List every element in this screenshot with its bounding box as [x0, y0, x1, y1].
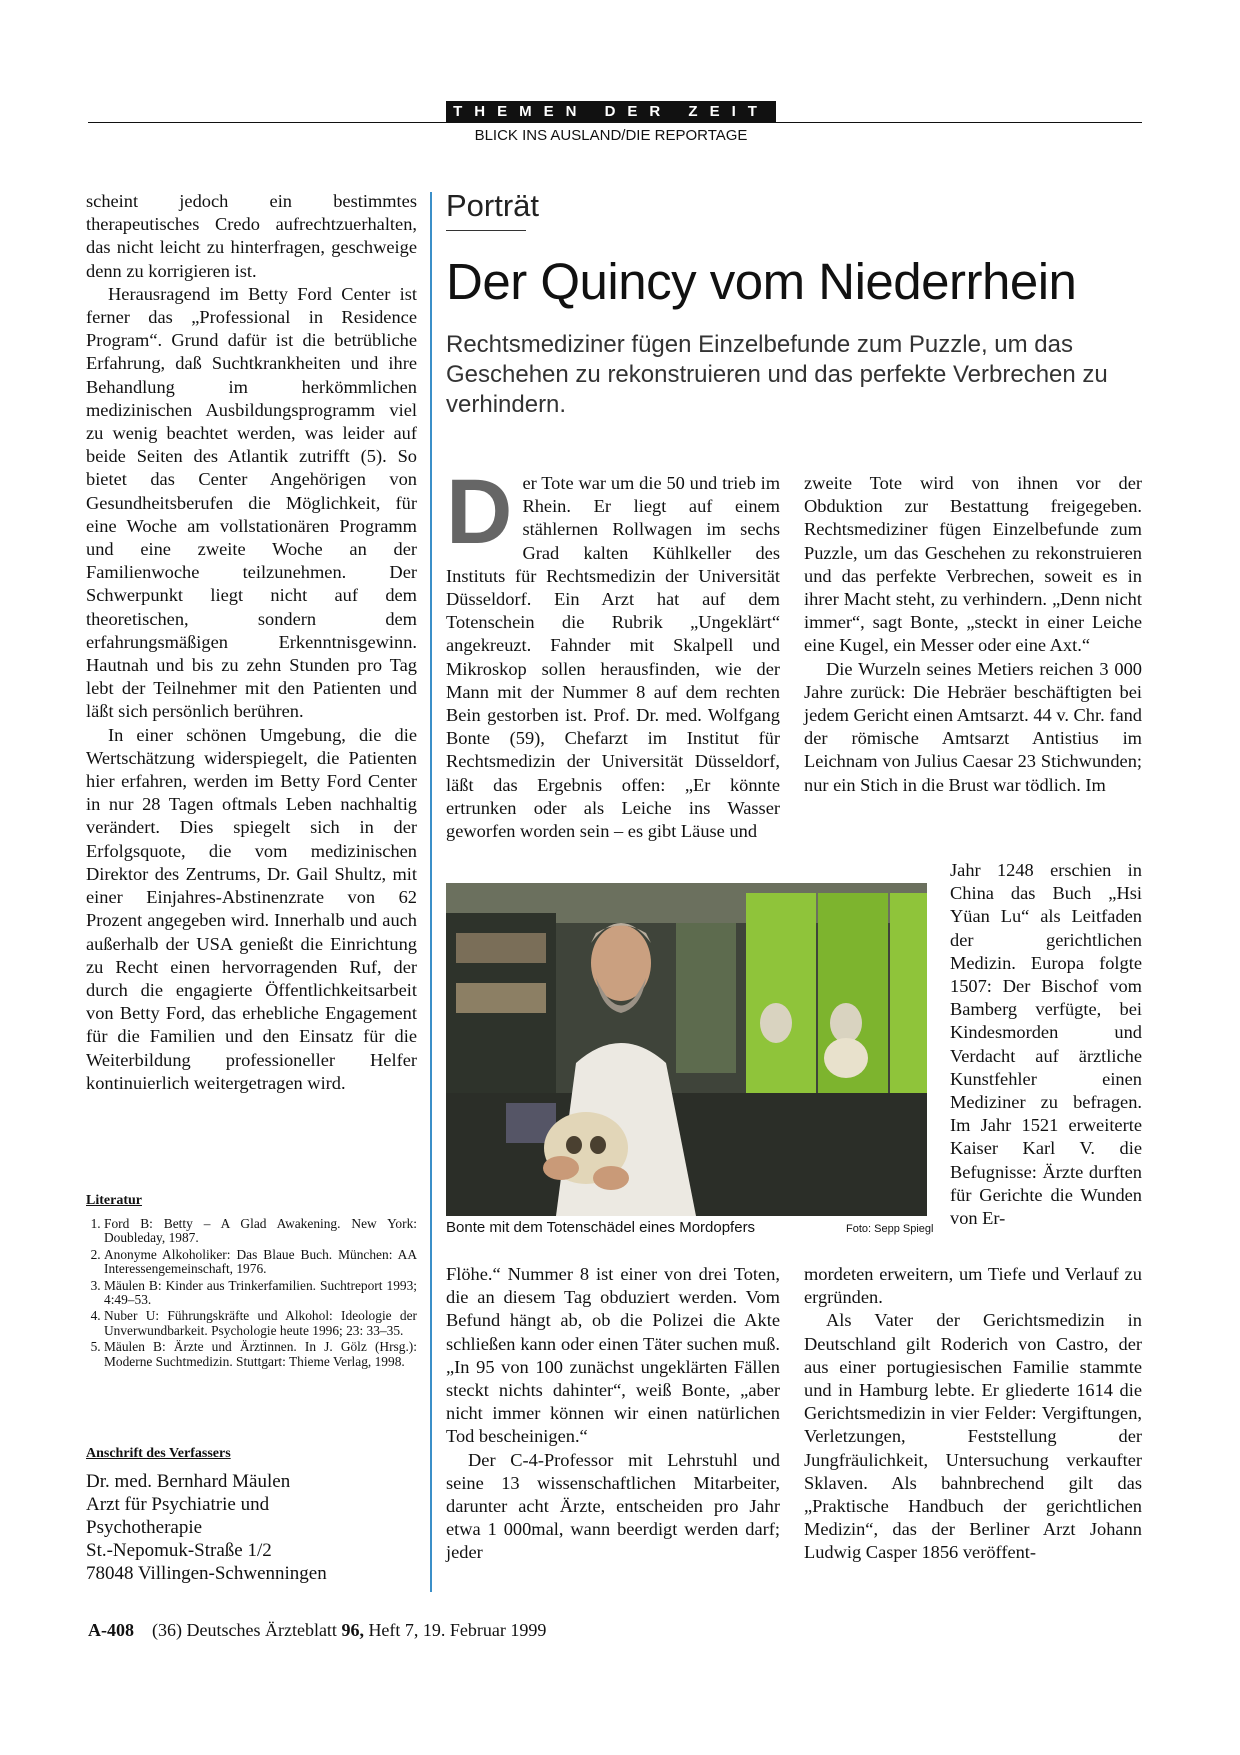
paragraph: In einer schönen Umgebung, die die Wertschätzung widerspiegelt, die Patienten hier erfahren, werden im Betty Ford Center in nur 28 Tagen oftmals Leben nachhaltig verändert. Dies spiegelt sich in der Erfolgsquote, die vom medizinischen Direktor des Zentrums, Dr. Gail Shultz, mit einer Einjahres-Abstinenzrate von 62 Prozent angegeben wird. Innerhalb und auch außerhalb der USA genießt die Einrichtung zu Recht einen hervorragenden Ruf, der durch die engagierte Öffentlichkeitsarbeit von Betty Ford, das erhebliche Engagement für die Familien und den Einsatz für die Weiterbildung professioneller Helfer kontinuierlich weitergetragen wird.: [86, 724, 417, 1093]
reference-list: [86, 1217, 417, 1369]
page-number: A-408: [88, 1620, 134, 1640]
reference-item: 4. Nuber U: Führungskräfte und Alkohol: Ideologie der Unverwundbarkeit. Psychologie heute 1996; 23: 33–35.: [104, 1309, 417, 1338]
paragraph: Die Wurzeln seines Metiers reichen 3 000 Jahre zurück: Die Hebräer beschäftigten bei jedem Gericht einen Amtsarzt. 44 v. Chr. fand der römische Amtsarzt Antistius im Leichnam von Julius Caesar 23 Stichwunden; nur ein Stich in die Brust war tödlich. Im: [804, 658, 1142, 795]
header-rule: [88, 122, 1142, 123]
photo-caption: Bonte mit dem Totenschädel eines Mordopfers: [446, 1219, 756, 1236]
citation-journal: (36) Deutsches Ärzteblatt: [152, 1620, 337, 1640]
paragraph: scheint jedoch ein bestimmtes therapeutisches Credo aufrechtzuerhalten, das nicht leicht zu hinterfragen, geschweige denn zu korrigieren ist.: [86, 191, 417, 281]
section-banner: THEMEN DER ZEIT: [446, 101, 776, 123]
references-heading: Literatur: [86, 1193, 142, 1208]
address-line: Arzt für Psychiatrie und: [86, 1494, 270, 1515]
citation-issue: Heft 7, 19. Februar 1999: [368, 1620, 547, 1640]
paragraph: Der C-4-Professor mit Lehrstuhl und seine 13 wissenschaftlichen Mitarbeiter, darunter acht Ärzte, entscheiden pro Jahr etwa 1 000mal, wann beerdigt werden darf; jeder: [446, 1449, 780, 1563]
address-line: St.-Nepomuk-Straße 1/2: [86, 1540, 272, 1561]
drop-cap: D: [446, 461, 513, 563]
paragraph-text: er Tote war um die 50 und trieb im Rhein. Er liegt auf einem stählernen Rollwagen im sechs Grad kalten Kühlkeller des Instituts für Rechtsmedizin der Universität Düsseldorf. Ein Arzt hat auf dem Totenschein die Rubrik „Ungeklärt“ angekreuzt. Fahnder mit Skalpell und Mikroskop sollen herausfinden, wie der Mann mit der Nummer 8 auf dem rechten Bein gestorben ist. Prof. Dr. med. Wolfgang Bonte (59), Chefarzt im Institut für Rechtsmedizin der Universität Düsseldorf, läßt das Ergebnis offen: „Er könnte ertrunken oder als Leiche ins Wasser geworfen worden sein – es gibt Läuse und: [446, 473, 780, 842]
article-title: Der Quincy vom Niederrhein: [446, 253, 1077, 310]
paragraph: zweite Tote wird von ihnen vor der Obduktion zur Bestattung freigegeben. Rechtsmediziner fügen Einzelbefunde zum Puzzle, um das Geschehen zu rekonstruieren und das perfekte Verbrechen, soweit es in ihrer Macht steht, zu verhindern. „Denn nicht immer“, sagt Bonte, „steckt in einer Leiche eine Kugel, ein Messer oder eine Axt.“: [804, 473, 1142, 656]
portrait-photo: [446, 883, 927, 1216]
article-column-3-top: [804, 472, 1142, 797]
reference-item: 2. Anonyme Alkoholiker: Das Blaue Buch. München: AA Interessengemeinschaft, 1976.: [104, 1248, 417, 1277]
reference-item: 3. Mäulen B: Kinder aus Trinkerfamilien. Suchtreport 1993; 4:49–53.: [104, 1279, 417, 1308]
paragraph: Als Vater der Gerichtsmedizin in Deutschland gilt Roderich von Castro, der aus einer portugiesischen Familie stammte und in Hamburg lebte. Er gliederte 1614 die Gerichtsmedizin in vier Felder: Vergiftungen, Verletzungen, Feststellung der Jungfräulichkeit, Untersuchung verkaufter Sklaven. Als bahnbrechend gilt das „Praktische Handbuch der gerichtlichen Medizin“, das der Berliner Arzt Johann Ludwig Casper 1856 veröffent-: [804, 1310, 1142, 1563]
paragraph: mordeten erweitern, um Tiefe und Verlauf zu ergründen.: [804, 1264, 1142, 1308]
photo-illustration: [446, 883, 927, 1216]
article-column-2-bottom: [446, 1263, 780, 1565]
reference-item: 5. Mäulen B: Ärzte und Ärztinnen. In J. Gölz (Hrsg.): Moderne Suchtmedizin. Stuttgart: Thieme Verlag, 1998.: [104, 1340, 417, 1369]
paragraph: Herausragend im Betty Ford Center ist ferner das „Professional in Residence Program“. Grund dafür ist die betrübliche Erfahrung, daß Suchtkrankheiten und ihre Behandlung im herkömmlichen medizinischen Ausbildungsprogramm viel zu wenig beachtet werden, was leider auf beide Seiten des Atlantik zutrifft (5). So bietet das Center Angehörigen von Gesundheitsberufen die Möglichkeit, für eine Woche am vollstationären Programm und eine zweite Woche an der Familienwoche teilzunehmen. Der Schwerpunkt liegt nicht auf dem theoretischen, sondern dem erfahrungsmäßigen Erkenntnisgewinn. Hautnah und bis zu zehn Stunden pro Tag lebt der Teilnehmer mit den Patienten und läßt sich persönlich berühren.: [86, 283, 417, 722]
subsection-label: BLICK INS AUSLAND/DIE REPORTAGE: [474, 127, 748, 144]
author-address: [86, 1446, 417, 1585]
citation-volume: 96,: [341, 1620, 364, 1640]
article-lead: Rechtsmediziner fügen Einzelbefunde zum Puzzle, um das Geschehen zu rekonstruieren und das perfekte Verbrechen zu verhindern.: [446, 331, 1108, 418]
paragraph: [446, 461, 780, 843]
reference-item: 1. Ford B: Betty – A Glad Awakening. New York: Doubleday, 1987.: [104, 1217, 417, 1246]
article-kicker: Porträt: [446, 188, 540, 223]
address-line: Psychotherapie: [86, 1517, 203, 1538]
address-line: Dr. med. Bernhard Mäulen: [86, 1471, 291, 1492]
page-footer: [88, 1620, 546, 1641]
paragraph: Jahr 1248 erschien in China das Buch „Hsi Yüan Lu“ als Leitfaden der gerichtlichen Medizin. Europa folgte 1507: Der Bischof vom Bamberg verfügte, bei Kindesmorden und Verdacht auf ärztliche Kunstfehler einen Mediziner zu befragen. Im Jahr 1521 erweiterte Kaiser Karl V. die Befugnisse: Ärzte durften für Gerichte die Wunden von Er-: [950, 860, 1142, 1229]
address-heading: Anschrift des Verfassers: [86, 1446, 231, 1461]
column-divider: [430, 192, 432, 1592]
article-column-3-narrow: [950, 859, 1142, 1230]
kicker-underline: [446, 230, 526, 231]
address-line: 78048 Villingen-Schwenningen: [86, 1563, 327, 1584]
article-column-2-top: [446, 461, 780, 843]
references: [86, 1193, 417, 1371]
article-column-3-bottom: [804, 1263, 1142, 1565]
photo-credit: Foto: Sepp Spiegl: [846, 1223, 934, 1235]
left-column: [86, 190, 417, 1095]
paragraph: Flöhe.“ Nummer 8 ist einer von drei Toten, die an diesem Tag obduziert werden. Vom Befund hängt ab, ob die Polizei die Akte schließen kann oder einen Täter suchen muß. „In 95 von 100 zunächst ungeklärten Fällen steckt nichts dahinter“, weiß Bonte, „aber nicht immer können wir einen natürlichen Tod bescheinigen.“: [446, 1264, 780, 1447]
